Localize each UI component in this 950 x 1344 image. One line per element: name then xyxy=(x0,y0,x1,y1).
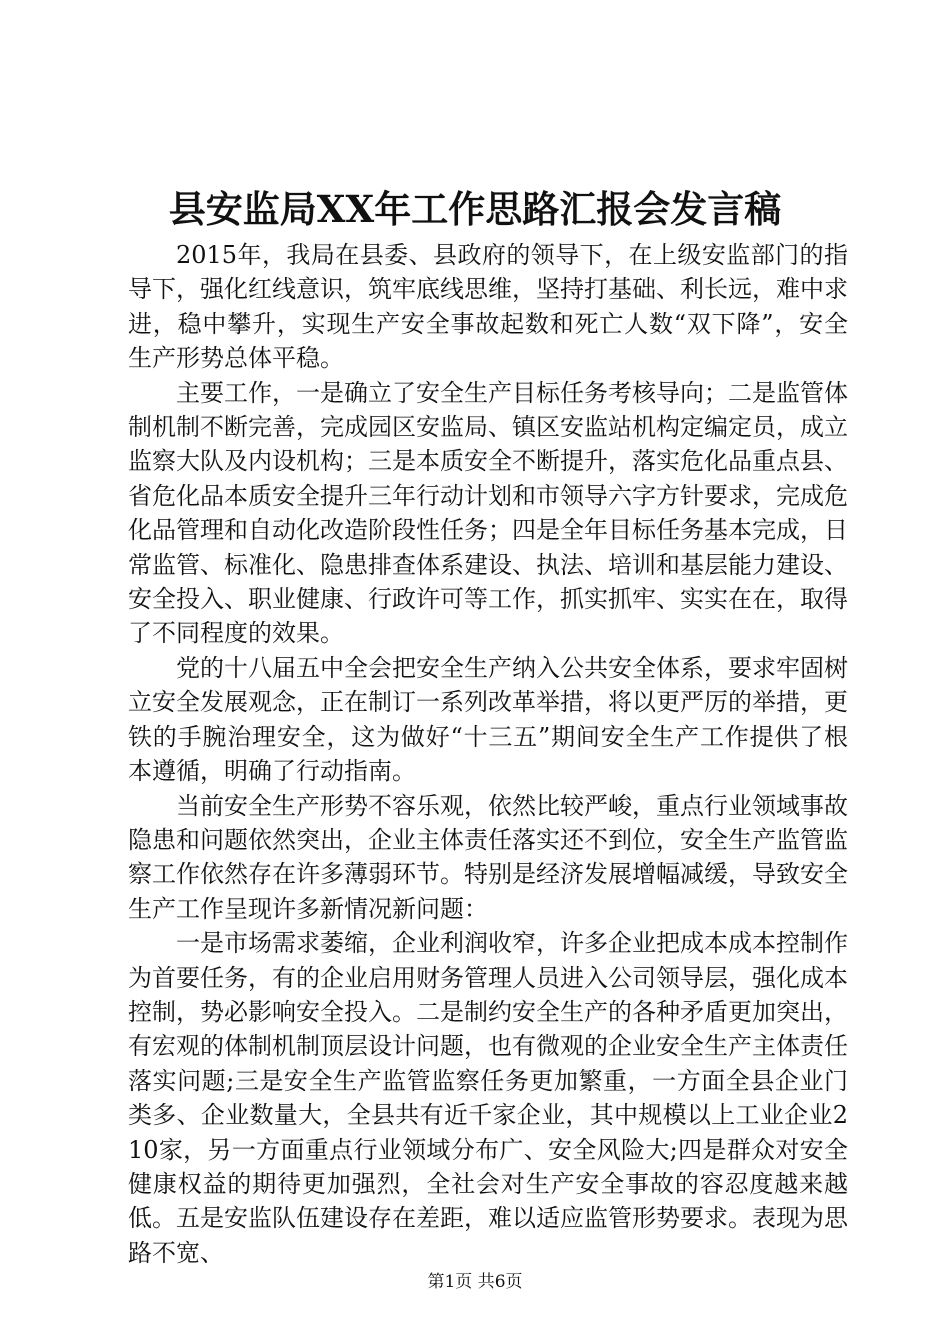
document-body xyxy=(128,238,848,1270)
paragraph-problems: 一是市场需求萎缩，企业利润收窄，许多企业把成本成本控制作为首要任务，有的企业启用财务管理人员进入公司领导层，强化成本控制，势必影响安全投入。二是制约安全生产的各种矛盾更加突出，有宏观的体制机制顶层设计问题，也有微观的企业安全生产主体责任落实问题;三是安全生产监管监察任务更加繁重，一方面全县企业门类多、企业数量大，全县共有近千家企业，其中规模以上工业企业210家，另一方面重点行业领域分布广、安全风险大;四是群众对安全健康权益的期待更加强烈，全社会对生产安全事故的容忍度越来越低。五是安监队伍建设存在差距，难以适应监管形势要求。表现为思路不宽、 xyxy=(128,929,848,1267)
document-title: 县安监局XX年工作思路汇报会发言稿 xyxy=(168,187,782,231)
paragraph-main-work: 主要工作，一是确立了安全生产目标任务考核导向；二是监管体制机制不断完善，完成园区安监局、镇区安监站机构定编定员，成立监察大队及内设机构；三是本质安全不断提升，落实危化品重点县、省危化品本质安全提升三年行动计划和市领导六字方针要求，完成危化品管理和自动化改造阶段性任务；四是全年目标任务基本完成，日常监管、标准化、隐患排查体系建设、执法、培训和基层能力建设、安全投入、职业健康、行政许可等工作，抓实抓牢、实实在在，取得了不同程度的效果。 xyxy=(128,378,848,648)
paragraph-party-plenary: 党的十八届五中全会把安全生产纳入公共安全体系，要求牢固树立安全发展观念，正在制订一系列改革举措，将以更严厉的举措，更铁的手腕治理安全，这为做好“十三五”期间安全生产工作提供了根本遵循，明确了行动指南。 xyxy=(128,653,848,786)
paragraph-current-situation: 当前安全生产形势不容乐观，依然比较严峻，重点行业领域事故隐患和问题依然突出，企业主体责任落实还不到位，安全生产监管监察工作依然存在许多薄弱环节。特别是经济发展增幅减缓，导致安全生产工作呈现许多新情况新问题： xyxy=(128,791,848,923)
paragraph-summary: 2015年，我局在县委、县政府的领导下，在上级安监部门的指导下，强化红线意识，筑牢底线思维，坚持打基础、利长远，难中求进，稳中攀升，实现生产安全事故起数和死亡人数“双下降”，安全生产形势总体平稳。 xyxy=(128,241,848,373)
page-number: 第1页 共6页 xyxy=(427,1272,523,1292)
